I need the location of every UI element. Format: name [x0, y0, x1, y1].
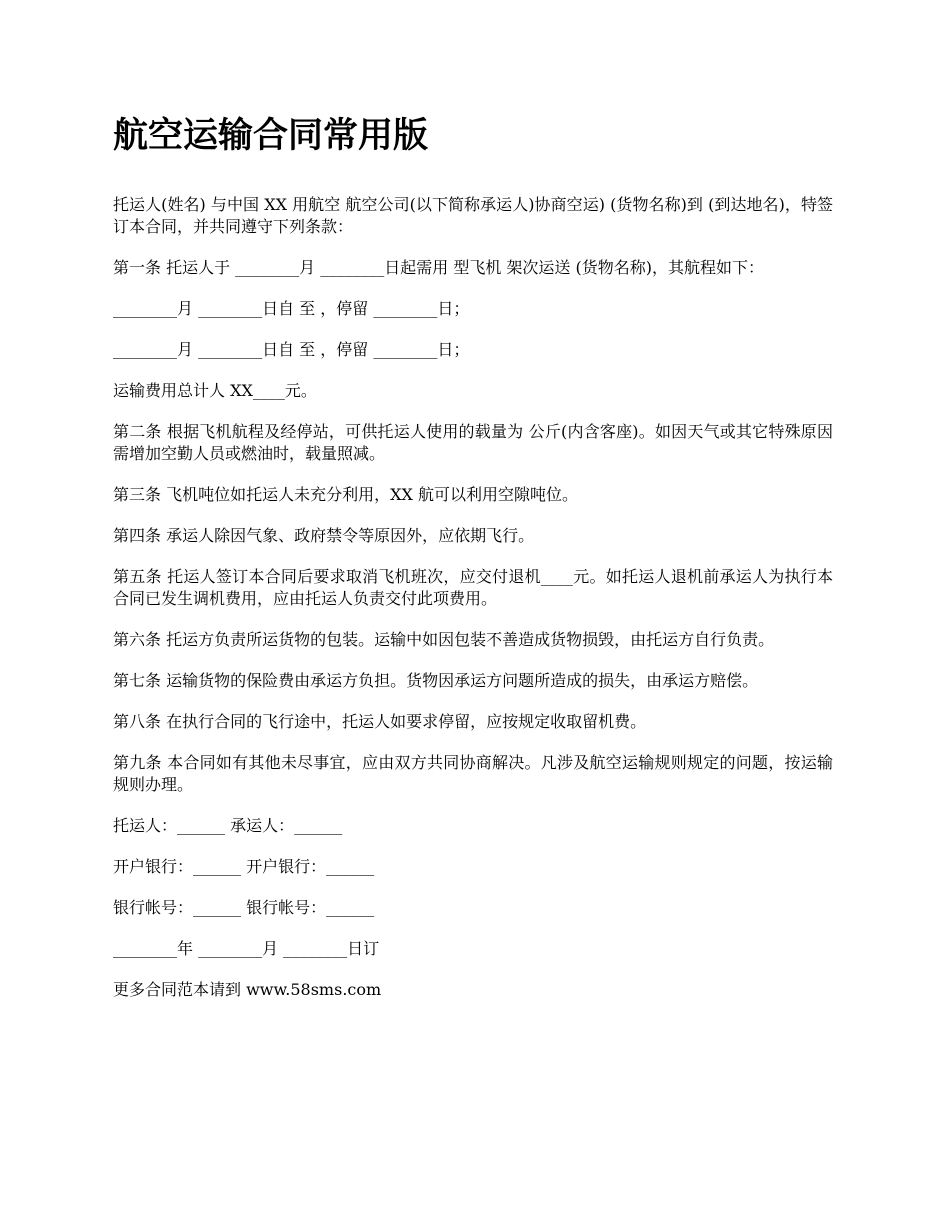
route-line-1: ________月 ________日自 至 ，停留 ________日； [113, 299, 470, 318]
route-line-2: ________月 ________日自 至 ，停留 ________日； [113, 340, 470, 359]
signature-banks: 开户银行：______ 开户银行：______ [113, 857, 375, 876]
document-title: 航空运输合同常用版 [113, 116, 429, 156]
article-6: 第六条 托运方负责所运货物的包装。运输中如因包装不善造成货物损毁，由托运方自行负责。 [113, 630, 775, 649]
article-9: 第九条 本合同如有其他未尽事宜，应由双方共同协商解决。凡涉及航空运输规则规定的问题，按运输规则办理。 [113, 753, 833, 794]
signing-date: ________年 ________月 ________日订 [113, 939, 380, 958]
article-3: 第三条 飞机吨位如托运人未充分利用，XX 航可以利用空隙吨位。 [113, 485, 578, 504]
article-1: 第一条 托运人于 ________月 ________日起需用 型飞机 架次运送 (货物名称)，其航程如下： [113, 258, 765, 277]
footer-link-text: 更多合同范本请到 www.58sms.com [113, 980, 382, 999]
article-7: 第七条 运输货物的保险费由承运方负担。货物因承运方问题所造成的损失，由承运方赔偿。 [113, 671, 759, 690]
document-page [113, 112, 833, 1020]
article-4: 第四条 承运人除因气象、政府禁令等原因外，应依期飞行。 [113, 526, 535, 545]
signature-parties: 托运人：______ 承运人：______ [113, 816, 343, 835]
article-8: 第八条 在执行合同的飞行途中，托运人如要求停留，应按规定收取留机费。 [113, 712, 647, 731]
article-5: 第五条 托运人签订本合同后要求取消飞机班次，应交付退机____元。如托运人退机前承运人为执行本合同已发生调机费用，应由托运人负责交付此项费用。 [113, 567, 833, 608]
article-2: 第二条 根据飞机航程及经停站，可供托运人使用的载量为 公斤(内含客座)。如因天气或其它特殊原因需增加空勤人员或燃油时，载量照减。 [113, 422, 833, 463]
total-fee-line: 运输费用总计人 XX____元。 [113, 381, 317, 400]
signature-accounts: 银行帐号：______ 银行帐号：______ [113, 898, 375, 917]
intro-paragraph: 托运人(姓名) 与中国 XX 用航空 航空公司(以下简称承运人)协商空运) (货物名称)到 (到达地名)，特签订本合同，并共同遵守下列条款： [113, 195, 833, 236]
